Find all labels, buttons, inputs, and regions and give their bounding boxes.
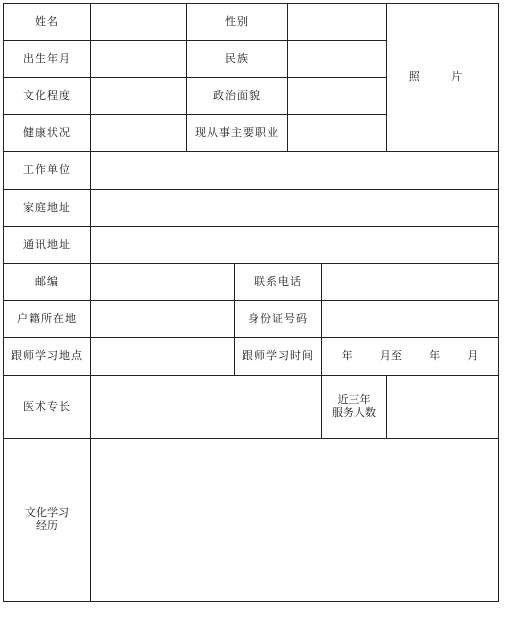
- education-history-label: 文化学习 经历: [4, 439, 91, 602]
- study-period-field[interactable]: [322, 338, 499, 376]
- name-field[interactable]: [91, 4, 187, 41]
- ethnicity-field[interactable]: [288, 41, 387, 78]
- mail-address-label: 通讯地址: [4, 227, 91, 264]
- political-status-field[interactable]: [288, 78, 387, 115]
- name-label: 姓名: [4, 4, 91, 41]
- gender-field[interactable]: [288, 4, 387, 41]
- health-field[interactable]: [91, 115, 187, 152]
- gender-label: 性别: [187, 4, 288, 41]
- period-end-month: 月: [467, 349, 479, 363]
- health-label: 健康状况: [4, 115, 91, 152]
- period-start-year: 年: [341, 349, 353, 363]
- postcode-field[interactable]: [91, 264, 235, 301]
- workplace-field[interactable]: [91, 152, 499, 190]
- home-address-label: 家庭地址: [4, 190, 91, 227]
- occupation-field[interactable]: [288, 115, 387, 152]
- education-field[interactable]: [91, 78, 187, 115]
- registration-form: [3, 3, 499, 602]
- study-time-label: 跟师学习时间: [235, 338, 322, 376]
- hukou-field[interactable]: [91, 301, 235, 338]
- ethnicity-label: 民族: [187, 41, 288, 78]
- hukou-label: 户籍所在地: [4, 301, 91, 338]
- period-start-month: 月至: [379, 349, 402, 363]
- skill-label: 医术专长: [4, 376, 91, 439]
- occupation-label: 现从事主要职业: [187, 115, 288, 152]
- workplace-label: 工作单位: [4, 152, 91, 190]
- photo-box[interactable]: [387, 4, 499, 152]
- home-address-field[interactable]: [91, 190, 499, 227]
- education-history-field[interactable]: [91, 439, 499, 602]
- id-number-label: 身份证号码: [235, 301, 322, 338]
- period-end-year: 年: [429, 349, 441, 363]
- study-place-field[interactable]: [91, 338, 235, 376]
- birth-field[interactable]: [91, 41, 187, 78]
- photo-label: 照 片: [408, 70, 477, 84]
- political-status-label: 政治面貌: [187, 78, 288, 115]
- education-label: 文化程度: [4, 78, 91, 115]
- skill-field[interactable]: [91, 376, 322, 439]
- phone-label: 联系电话: [235, 264, 322, 301]
- mail-address-field[interactable]: [91, 227, 499, 264]
- study-place-label: 跟师学习地点: [4, 338, 91, 376]
- patients-served-label: 近三年 服务人数: [322, 376, 387, 439]
- postcode-label: 邮编: [4, 264, 91, 301]
- phone-field[interactable]: [322, 264, 499, 301]
- id-number-field[interactable]: [322, 301, 499, 338]
- patients-served-field[interactable]: [387, 376, 499, 439]
- birth-label: 出生年月: [4, 41, 91, 78]
